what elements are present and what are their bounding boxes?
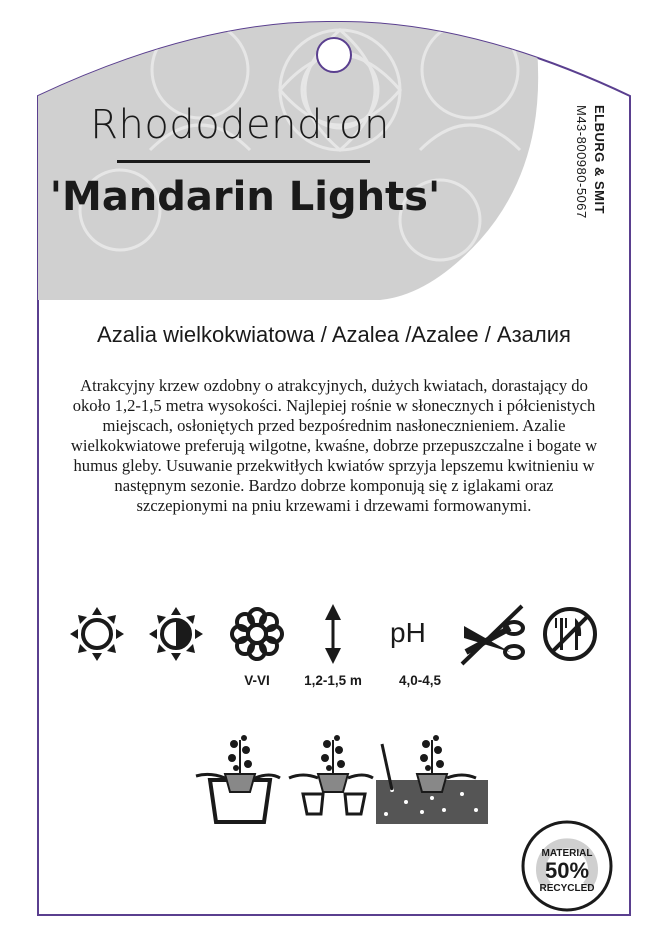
hang-hole bbox=[317, 38, 351, 72]
recycle-top-text: MATERIAL bbox=[541, 848, 593, 859]
decorative-band bbox=[30, 0, 538, 300]
title-divider bbox=[117, 160, 370, 163]
description: Atrakcyjny krzew ozdobny o atrakcyjnych, dużych kwiatach, dorastający do około 1,2-1,5 metra wysokości. Najlepiej rośnie w słonecznych i półcienistych miejscach, osłoniętych przed bezpośrednim nasłonecznieniem. Azalie wielkokwiatowe preferują wilgotne, kwaśne, dobrze przepuszczalne i bogate w humus gleby. Usuwanie przekwitłych kwiatów sprzyja lepszemu kwitnieniu w następnym sezonie. Bardzo dobrze komponują się z iglakami oraz szczepionymi na pniu krzewami i drzewami formowanymi. bbox=[70, 376, 598, 515]
brand-name: ELBURG & SMIT bbox=[592, 105, 607, 215]
recycle-bottom-text: RECYCLED bbox=[539, 883, 595, 894]
height-caption: 1,2-1,5 m bbox=[304, 673, 362, 688]
common-names: Azalia wielkokwiatowa / Azalea /Azalee / Азалия bbox=[97, 322, 571, 347]
bloom-caption: V-VI bbox=[244, 673, 270, 688]
recycle-badge bbox=[523, 822, 611, 910]
cultivar-title: 'Mandarin Lights' bbox=[49, 174, 441, 220]
ph-label: pH bbox=[390, 617, 426, 648]
ph-caption: 4,0-4,5 bbox=[398, 673, 442, 688]
genus-title: Rhododendron bbox=[90, 102, 390, 148]
recycle-percent-text: 50% bbox=[544, 858, 590, 883]
product-code: M43-800980-5067 bbox=[574, 105, 589, 219]
